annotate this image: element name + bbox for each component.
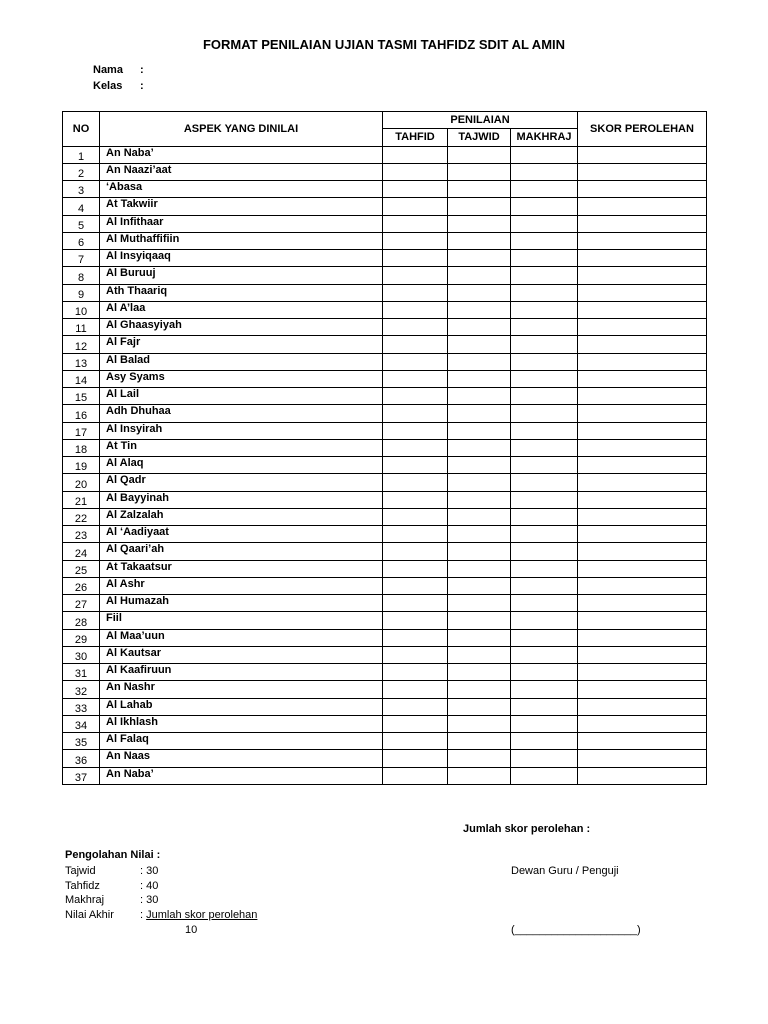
row-tahfid-cell bbox=[383, 664, 448, 681]
row-skor-cell bbox=[578, 474, 707, 491]
row-makhraj-cell bbox=[511, 577, 578, 594]
row-number: 29 bbox=[63, 629, 100, 646]
row-tahfid-cell bbox=[383, 595, 448, 612]
row-makhraj-cell bbox=[511, 612, 578, 629]
row-aspek: Asy Syams bbox=[100, 370, 383, 387]
nama-field bbox=[93, 64, 144, 76]
row-number: 9 bbox=[63, 284, 100, 301]
row-tahfid-cell bbox=[383, 474, 448, 491]
row-makhraj-cell bbox=[511, 767, 578, 784]
row-number: 22 bbox=[63, 508, 100, 525]
nama-label: Nama bbox=[93, 64, 123, 76]
row-makhraj-cell bbox=[511, 560, 578, 577]
row-makhraj-cell bbox=[511, 646, 578, 663]
row-aspek: Al Buruuj bbox=[100, 267, 383, 284]
row-number: 4 bbox=[63, 198, 100, 215]
row-number: 6 bbox=[63, 232, 100, 249]
row-tajwid-cell bbox=[448, 508, 511, 525]
row-skor-cell bbox=[578, 646, 707, 663]
table-row bbox=[63, 250, 707, 267]
row-aspek: Al Muthaffifiin bbox=[100, 232, 383, 249]
row-tahfid-cell bbox=[383, 750, 448, 767]
row-number: 1 bbox=[63, 146, 100, 163]
table-row bbox=[63, 733, 707, 750]
row-skor-cell bbox=[578, 508, 707, 525]
row-skor-cell bbox=[578, 560, 707, 577]
row-skor-cell bbox=[578, 319, 707, 336]
row-tajwid-cell bbox=[448, 250, 511, 267]
row-skor-cell bbox=[578, 612, 707, 629]
row-aspek: Ath Thaariq bbox=[100, 284, 383, 301]
row-tahfid-cell bbox=[383, 267, 448, 284]
signature-line: (____________________) bbox=[511, 924, 641, 936]
table-row bbox=[63, 491, 707, 508]
row-aspek: Al Alaq bbox=[100, 457, 383, 474]
row-skor-cell bbox=[578, 715, 707, 732]
row-tahfid-cell bbox=[383, 301, 448, 318]
row-tajwid-cell bbox=[448, 353, 511, 370]
header-tajwid: TAJWID bbox=[448, 129, 511, 146]
row-skor-cell bbox=[578, 543, 707, 560]
row-makhraj-cell bbox=[511, 388, 578, 405]
row-tajwid-cell bbox=[448, 767, 511, 784]
table-body bbox=[63, 146, 707, 784]
table-row bbox=[63, 198, 707, 215]
row-number: 34 bbox=[63, 715, 100, 732]
tahfidz-weight-value: : 40 bbox=[140, 880, 159, 892]
row-tajwid-cell bbox=[448, 370, 511, 387]
row-tajwid-cell bbox=[448, 198, 511, 215]
table-row bbox=[63, 629, 707, 646]
row-tajwid-cell bbox=[448, 267, 511, 284]
table-row bbox=[63, 577, 707, 594]
row-makhraj-cell bbox=[511, 698, 578, 715]
row-makhraj-cell bbox=[511, 181, 578, 198]
table-row bbox=[63, 767, 707, 784]
row-makhraj-cell bbox=[511, 284, 578, 301]
row-tajwid-cell bbox=[448, 526, 511, 543]
table-row bbox=[63, 543, 707, 560]
nilai-akhir-prefix: : bbox=[140, 909, 147, 921]
row-skor-cell bbox=[578, 181, 707, 198]
row-tajwid-cell bbox=[448, 422, 511, 439]
row-makhraj-cell bbox=[511, 215, 578, 232]
table-row bbox=[63, 319, 707, 336]
kelas-colon: : bbox=[140, 80, 144, 92]
row-makhraj-cell bbox=[511, 733, 578, 750]
row-makhraj-cell bbox=[511, 664, 578, 681]
row-tajwid-cell bbox=[448, 595, 511, 612]
row-number: 19 bbox=[63, 457, 100, 474]
row-makhraj-cell bbox=[511, 146, 578, 163]
row-aspek: Al Insyiqaaq bbox=[100, 250, 383, 267]
row-tajwid-cell bbox=[448, 284, 511, 301]
table-row bbox=[63, 336, 707, 353]
makhraj-weight-label: Makhraj bbox=[65, 894, 105, 906]
row-tahfid-cell bbox=[383, 577, 448, 594]
row-tahfid-cell bbox=[383, 232, 448, 249]
document-title: FORMAT PENILAIAN UJIAN TASMI TAHFIDZ SDIT AL AMIN bbox=[202, 37, 566, 52]
row-skor-cell bbox=[578, 301, 707, 318]
row-number: 27 bbox=[63, 595, 100, 612]
row-skor-cell bbox=[578, 491, 707, 508]
row-skor-cell bbox=[578, 353, 707, 370]
row-number: 24 bbox=[63, 543, 100, 560]
row-aspek: Fiil bbox=[100, 612, 383, 629]
row-makhraj-cell bbox=[511, 457, 578, 474]
header-makhraj: MAKHRAJ bbox=[511, 129, 578, 146]
kelas-label: Kelas bbox=[93, 80, 123, 92]
row-tajwid-cell bbox=[448, 388, 511, 405]
row-tahfid-cell bbox=[383, 491, 448, 508]
row-tahfid-cell bbox=[383, 422, 448, 439]
row-tajwid-cell bbox=[448, 439, 511, 456]
row-skor-cell bbox=[578, 198, 707, 215]
assessment-table bbox=[62, 111, 707, 785]
row-tajwid-cell bbox=[448, 457, 511, 474]
row-tajwid-cell bbox=[448, 577, 511, 594]
row-tahfid-cell bbox=[383, 457, 448, 474]
row-tajwid-cell bbox=[448, 629, 511, 646]
header-skor: SKOR PEROLEHAN bbox=[578, 112, 707, 147]
row-skor-cell bbox=[578, 146, 707, 163]
row-skor-cell bbox=[578, 698, 707, 715]
table-row bbox=[63, 526, 707, 543]
table-row bbox=[63, 181, 707, 198]
nilai-akhir-row bbox=[65, 909, 258, 921]
makhraj-weight-row bbox=[65, 894, 159, 906]
row-number: 30 bbox=[63, 646, 100, 663]
row-makhraj-cell bbox=[511, 405, 578, 422]
row-number: 11 bbox=[63, 319, 100, 336]
nilai-akhir-formula bbox=[140, 909, 257, 921]
table-row bbox=[63, 698, 707, 715]
row-makhraj-cell bbox=[511, 595, 578, 612]
row-tahfid-cell bbox=[383, 698, 448, 715]
row-skor-cell bbox=[578, 232, 707, 249]
row-tajwid-cell bbox=[448, 319, 511, 336]
row-number: 7 bbox=[63, 250, 100, 267]
row-aspek: Al Lail bbox=[100, 388, 383, 405]
table-row bbox=[63, 422, 707, 439]
row-tajwid-cell bbox=[448, 474, 511, 491]
table-row bbox=[63, 750, 707, 767]
row-tajwid-cell bbox=[448, 405, 511, 422]
row-skor-cell bbox=[578, 664, 707, 681]
row-number: 15 bbox=[63, 388, 100, 405]
header-no: NO bbox=[63, 112, 100, 147]
row-skor-cell bbox=[578, 439, 707, 456]
row-aspek: Al Maa’uun bbox=[100, 629, 383, 646]
row-tahfid-cell bbox=[383, 526, 448, 543]
row-skor-cell bbox=[578, 267, 707, 284]
row-skor-cell bbox=[578, 577, 707, 594]
row-skor-cell bbox=[578, 215, 707, 232]
row-aspek: At Takaatsur bbox=[100, 560, 383, 577]
row-tahfid-cell bbox=[383, 733, 448, 750]
row-tajwid-cell bbox=[448, 715, 511, 732]
row-tahfid-cell bbox=[383, 336, 448, 353]
row-tahfid-cell bbox=[383, 405, 448, 422]
row-skor-cell bbox=[578, 595, 707, 612]
header-tahfid: TAHFID bbox=[383, 129, 448, 146]
row-makhraj-cell bbox=[511, 474, 578, 491]
table-row bbox=[63, 267, 707, 284]
row-skor-cell bbox=[578, 370, 707, 387]
row-skor-cell bbox=[578, 405, 707, 422]
row-makhraj-cell bbox=[511, 336, 578, 353]
kelas-field bbox=[93, 80, 144, 92]
row-aspek: Al Qaari’ah bbox=[100, 543, 383, 560]
row-number: 17 bbox=[63, 422, 100, 439]
row-makhraj-cell bbox=[511, 267, 578, 284]
row-skor-cell bbox=[578, 629, 707, 646]
row-number: 25 bbox=[63, 560, 100, 577]
row-aspek: Al Lahab bbox=[100, 698, 383, 715]
row-makhraj-cell bbox=[511, 370, 578, 387]
row-tahfid-cell bbox=[383, 353, 448, 370]
row-makhraj-cell bbox=[511, 526, 578, 543]
row-tajwid-cell bbox=[448, 301, 511, 318]
row-number: 33 bbox=[63, 698, 100, 715]
row-tahfid-cell bbox=[383, 250, 448, 267]
row-makhraj-cell bbox=[511, 629, 578, 646]
row-aspek: ‘Abasa bbox=[100, 181, 383, 198]
row-aspek: Adh Dhuhaa bbox=[100, 405, 383, 422]
row-number: 12 bbox=[63, 336, 100, 353]
row-makhraj-cell bbox=[511, 232, 578, 249]
row-number: 32 bbox=[63, 681, 100, 698]
nama-colon: : bbox=[140, 64, 144, 76]
row-aspek: Al Ghaasyiyah bbox=[100, 319, 383, 336]
row-number: 23 bbox=[63, 526, 100, 543]
row-aspek: An Naas bbox=[100, 750, 383, 767]
table-row bbox=[63, 146, 707, 163]
row-makhraj-cell bbox=[511, 198, 578, 215]
row-tahfid-cell bbox=[383, 388, 448, 405]
row-skor-cell bbox=[578, 388, 707, 405]
row-makhraj-cell bbox=[511, 301, 578, 318]
row-aspek: Al Ikhlash bbox=[100, 715, 383, 732]
row-number: 35 bbox=[63, 733, 100, 750]
row-aspek: At Takwiir bbox=[100, 198, 383, 215]
row-tahfid-cell bbox=[383, 560, 448, 577]
row-makhraj-cell bbox=[511, 750, 578, 767]
row-number: 20 bbox=[63, 474, 100, 491]
row-makhraj-cell bbox=[511, 543, 578, 560]
row-number: 36 bbox=[63, 750, 100, 767]
table-row bbox=[63, 508, 707, 525]
row-aspek: Al ‘Aadiyaat bbox=[100, 526, 383, 543]
row-tajwid-cell bbox=[448, 146, 511, 163]
nilai-akhir-denominator: 10 bbox=[185, 924, 198, 936]
row-makhraj-cell bbox=[511, 319, 578, 336]
row-skor-cell bbox=[578, 526, 707, 543]
table-row bbox=[63, 474, 707, 491]
row-makhraj-cell bbox=[511, 491, 578, 508]
table-row bbox=[63, 232, 707, 249]
tajwid-weight-label: Tajwid bbox=[65, 865, 96, 877]
row-skor-cell bbox=[578, 681, 707, 698]
row-skor-cell bbox=[578, 250, 707, 267]
row-aspek: An Naazi’aat bbox=[100, 163, 383, 180]
row-tajwid-cell bbox=[448, 163, 511, 180]
row-number: 14 bbox=[63, 370, 100, 387]
row-tajwid-cell bbox=[448, 646, 511, 663]
row-number: 28 bbox=[63, 612, 100, 629]
header-penilaian: PENILAIAN bbox=[383, 112, 578, 129]
row-tahfid-cell bbox=[383, 439, 448, 456]
row-number: 16 bbox=[63, 405, 100, 422]
row-tahfid-cell bbox=[383, 767, 448, 784]
row-aspek: Al Kaafiruun bbox=[100, 664, 383, 681]
row-skor-cell bbox=[578, 422, 707, 439]
table-row bbox=[63, 215, 707, 232]
tajwid-weight-row bbox=[65, 865, 159, 877]
row-tahfid-cell bbox=[383, 629, 448, 646]
row-aspek: Al Insyirah bbox=[100, 422, 383, 439]
row-aspek: Al Zalzalah bbox=[100, 508, 383, 525]
row-number: 37 bbox=[63, 767, 100, 784]
signature-role: Dewan Guru / Penguji bbox=[511, 865, 619, 877]
row-makhraj-cell bbox=[511, 508, 578, 525]
row-aspek: Al Fajr bbox=[100, 336, 383, 353]
row-aspek: Al Bayyinah bbox=[100, 491, 383, 508]
row-aspek: Al Balad bbox=[100, 353, 383, 370]
row-aspek: Al Qadr bbox=[100, 474, 383, 491]
row-aspek: Al Humazah bbox=[100, 595, 383, 612]
row-makhraj-cell bbox=[511, 715, 578, 732]
row-number: 3 bbox=[63, 181, 100, 198]
row-tajwid-cell bbox=[448, 232, 511, 249]
row-tahfid-cell bbox=[383, 284, 448, 301]
pengolahan-heading: Pengolahan Nilai : bbox=[65, 849, 161, 861]
row-skor-cell bbox=[578, 733, 707, 750]
row-tahfid-cell bbox=[383, 198, 448, 215]
row-tahfid-cell bbox=[383, 163, 448, 180]
row-aspek: Al Infithaar bbox=[100, 215, 383, 232]
row-tahfid-cell bbox=[383, 715, 448, 732]
row-number: 2 bbox=[63, 163, 100, 180]
row-number: 18 bbox=[63, 439, 100, 456]
row-tajwid-cell bbox=[448, 336, 511, 353]
table-row bbox=[63, 612, 707, 629]
row-tajwid-cell bbox=[448, 698, 511, 715]
tajwid-weight-value: : 30 bbox=[140, 865, 159, 877]
table-row bbox=[63, 301, 707, 318]
row-tajwid-cell bbox=[448, 491, 511, 508]
row-number: 8 bbox=[63, 267, 100, 284]
row-aspek: Al A’laa bbox=[100, 301, 383, 318]
row-skor-cell bbox=[578, 336, 707, 353]
row-tajwid-cell bbox=[448, 750, 511, 767]
row-tahfid-cell bbox=[383, 215, 448, 232]
row-aspek: Al Falaq bbox=[100, 733, 383, 750]
row-tahfid-cell bbox=[383, 370, 448, 387]
makhraj-weight-value: : 30 bbox=[140, 894, 159, 906]
row-aspek: An Naba’ bbox=[100, 767, 383, 784]
row-tajwid-cell bbox=[448, 543, 511, 560]
tahfidz-weight-label: Tahfidz bbox=[65, 880, 100, 892]
row-number: 10 bbox=[63, 301, 100, 318]
row-tahfid-cell bbox=[383, 543, 448, 560]
table-row bbox=[63, 595, 707, 612]
row-tajwid-cell bbox=[448, 664, 511, 681]
table-row bbox=[63, 715, 707, 732]
row-tajwid-cell bbox=[448, 612, 511, 629]
row-tahfid-cell bbox=[383, 646, 448, 663]
table-row bbox=[63, 284, 707, 301]
row-number: 13 bbox=[63, 353, 100, 370]
row-skor-cell bbox=[578, 284, 707, 301]
row-number: 26 bbox=[63, 577, 100, 594]
row-makhraj-cell bbox=[511, 353, 578, 370]
table-row bbox=[63, 370, 707, 387]
row-number: 5 bbox=[63, 215, 100, 232]
row-tajwid-cell bbox=[448, 681, 511, 698]
row-tahfid-cell bbox=[383, 181, 448, 198]
tahfidz-weight-row bbox=[65, 880, 159, 892]
row-tajwid-cell bbox=[448, 560, 511, 577]
header-aspek: ASPEK YANG DINILAI bbox=[100, 112, 383, 147]
row-tajwid-cell bbox=[448, 181, 511, 198]
row-makhraj-cell bbox=[511, 163, 578, 180]
jumlah-skor-label: Jumlah skor perolehan : bbox=[463, 823, 591, 835]
row-skor-cell bbox=[578, 767, 707, 784]
table-row bbox=[63, 353, 707, 370]
row-number: 21 bbox=[63, 491, 100, 508]
row-tajwid-cell bbox=[448, 215, 511, 232]
row-makhraj-cell bbox=[511, 681, 578, 698]
row-number: 31 bbox=[63, 664, 100, 681]
row-makhraj-cell bbox=[511, 422, 578, 439]
row-aspek: Al Kautsar bbox=[100, 646, 383, 663]
table-row bbox=[63, 560, 707, 577]
row-aspek: At Tin bbox=[100, 439, 383, 456]
nilai-akhir-label: Nilai Akhir bbox=[65, 909, 114, 921]
row-makhraj-cell bbox=[511, 439, 578, 456]
row-makhraj-cell bbox=[511, 250, 578, 267]
table-row bbox=[63, 405, 707, 422]
table-row bbox=[63, 388, 707, 405]
row-skor-cell bbox=[578, 163, 707, 180]
nilai-akhir-numerator: Jumlah skor perolehan bbox=[146, 909, 258, 921]
table-row bbox=[63, 439, 707, 456]
table-row bbox=[63, 664, 707, 681]
row-tahfid-cell bbox=[383, 508, 448, 525]
row-aspek: An Nashr bbox=[100, 681, 383, 698]
table-row bbox=[63, 457, 707, 474]
table-row bbox=[63, 646, 707, 663]
row-tahfid-cell bbox=[383, 146, 448, 163]
row-aspek: An Naba’ bbox=[100, 146, 383, 163]
row-tahfid-cell bbox=[383, 612, 448, 629]
row-skor-cell bbox=[578, 457, 707, 474]
table-row bbox=[63, 681, 707, 698]
row-aspek: Al Ashr bbox=[100, 577, 383, 594]
row-skor-cell bbox=[578, 750, 707, 767]
row-tajwid-cell bbox=[448, 733, 511, 750]
row-tahfid-cell bbox=[383, 681, 448, 698]
row-tahfid-cell bbox=[383, 319, 448, 336]
table-row bbox=[63, 163, 707, 180]
